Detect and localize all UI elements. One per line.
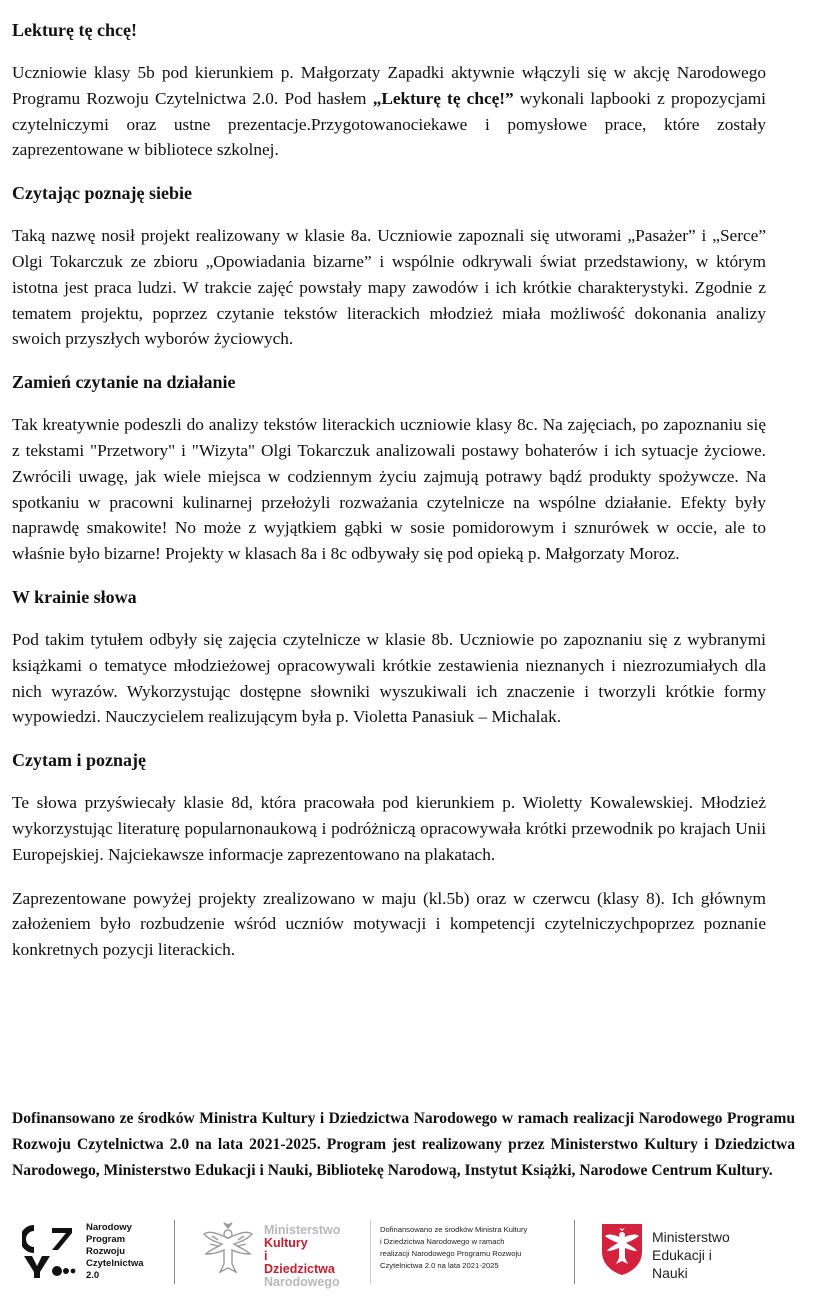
slogan-text: „Lekturę tę chcę!”: [372, 88, 514, 108]
note-line: realizacji Narodowego Programu Rozwoju: [380, 1249, 522, 1258]
mkidn-logo-text: [264, 1224, 340, 1289]
section-title: Czytam i poznaję: [12, 750, 146, 771]
sponsor-logos-bar: [0, 1212, 813, 1292]
paragraph-text: Uczniowie klasy 5b pod kierunkiem p. Małgorzaty Zapadki aktywnie włączyli się w akcję Narodowego Programu Rozwoju Czytelnictwa 2.0. Pod hasłem: [12, 63, 766, 108]
funding-note: Dofinansowano ze środków Ministra Kultury i Dziedzictwa Narodowego w ramach realizacji Narodowego Programu Rozwoju Czytelnictwa 2.0 na lata 2021-2025. Program jest realizowany przez Ministerstwo Kultury i Dziedzictwa Narodowego, Ministerstwo Edukacji i Nauki, Bibliotekę Narodową, Instytut Książki, Narodowe Centrum Kultury.: [12, 1110, 795, 1179]
nprc-logo-text: [86, 1222, 144, 1282]
section-czytam: [12, 748, 766, 963]
eagle-emblem-icon: [202, 1220, 254, 1280]
summary-paragraph: Zaprezentowane powyżej projekty zrealizowano w maju (kl.5b) oraz w czerwcu (klasy 8). Ich głównym założeniem było rozbudzenie wśród uczniów motywacji i kompetencji czytelniczychpoprzez poznanie konkretnych pozycji literackich.: [12, 888, 766, 960]
paragraph: [12, 60, 766, 163]
note-line: Czytelnictwa 2.0 na lata 2021-2025: [380, 1261, 499, 1270]
paragraph: Tak kreatywnie podeszli do analizy tekstów literackich uczniowie klasy 8c. Na zajęciach, po zapoznaniu się z tekstami "Przetwory" i "Wizyta" Olgi Tokarczuk analizowali postawy bohaterów i ich sytuacje życiowe. Zwrócili uwagę, jak wiele miejsca w codziennym życiu zajmują potrawy bądź produkty spożywcze. Na spotkaniu w pracowni kulinarnej przełożyli rozważania czytelnicze na wspólne działanie. Efekty były naprawdę smakowite! No może z wyjątkiem gąbki w sosie pomidorowym i sznurówek w occie, ale to właśnie było bizarne! Projekty w klasach 8a i 8c odbywały się pod opieką p. Małgorzaty Moroz.: [12, 415, 766, 564]
logo-line: Czytelnictwa: [86, 1258, 144, 1269]
section-title: Zamień czytanie na działanie: [12, 372, 236, 393]
article-body: [12, 18, 766, 981]
paragraph: Taką nazwę nosił projekt realizowany w klasie 8a. Uczniowie zapoznali się utworami „Pasażer” i „Serce” Olgi Tokarczuk ze zbioru „Opowiadania bizarne” i wspólnie odkrywali świat przedstawiony, w którym istotna jest praca ludzi. W trakcie zajęć powstały mapy zawodów i ich krótkie charakterystyki. Zgodnie z tematem projektu, poprzez czytanie tekstów literackich młodzież miała możliwość dokonania analizy swoich przyszłych wyborów życiowych.: [12, 226, 766, 349]
logo-line: Narodowy: [86, 1222, 132, 1233]
small-funding-note: [380, 1224, 560, 1272]
section-czytajac: [12, 181, 766, 352]
divider: [574, 1220, 575, 1284]
logo-line-accent: i Dziedzictwa: [264, 1249, 335, 1276]
note-line: Dofinansowano ze środków Ministra Kultury: [380, 1225, 528, 1234]
logo-line: Narodowego: [264, 1275, 340, 1289]
divider: [370, 1220, 371, 1284]
logo-line: Edukacji i Nauki: [652, 1247, 712, 1281]
logo-line: Ministerstwo: [652, 1229, 730, 1245]
section-lekture: [12, 18, 766, 163]
logo-line: 2.0: [86, 1270, 100, 1281]
paragraph: Te słowa przyświecały klasie 8d, która pracowała pod kierunkiem p. Wioletty Kowalewskiej. Młodzież wykorzystując literaturę popularnonaukową i podróżniczą opracowywała krótki przewodnik po krajach Unii Europejskiej. Najciekawsze informacje zaprezentowano na plakatach.: [12, 793, 766, 864]
logo-line: Program: [86, 1234, 126, 1245]
nprc-logo-icon: [22, 1224, 78, 1280]
eagle-shield-icon: [600, 1222, 644, 1276]
paragraph: Pod takim tytułem odbyły się zajęcia czytelnicze w klasie 8b. Uczniowie po zapoznaniu się z wybranymi książkami o tematyce młodzieżowej opracowywali krótkie zestawienia nieznanych i niezrozumiałych dla nich wyrazów. Wykorzystując dostępne słowniki wyszukiwali ich znaczenie i tworzyli krótkie formy wypowiedzi. Nauczycielem realizującym była p. Violetta Panasiuk – Michalak.: [12, 629, 766, 727]
section-zamien: [12, 370, 766, 567]
section-title: Lekturę tę chcę!: [12, 20, 137, 40]
logo-line: Rozwoju: [86, 1246, 126, 1257]
note-line: i Dziedzictwa Narodowego w ramach: [380, 1237, 505, 1246]
logo-line: Ministerstwo: [264, 1223, 341, 1237]
section-title: Czytając poznaję siebie: [12, 183, 192, 204]
section-title: W krainie słowa: [12, 586, 137, 607]
section-krainie: [12, 585, 766, 730]
mein-logo-text: [652, 1228, 730, 1282]
paragraph-text: wykonali lapbooki z propozycjami czytelniczymi oraz ustne prezentacje.Przygotowanociekawe i pomysłowe prace, które zostały zaprezentowane w bibliotece szkolnej.: [12, 88, 766, 160]
logo-line-accent: Kultury: [264, 1236, 308, 1250]
divider: [174, 1220, 175, 1284]
